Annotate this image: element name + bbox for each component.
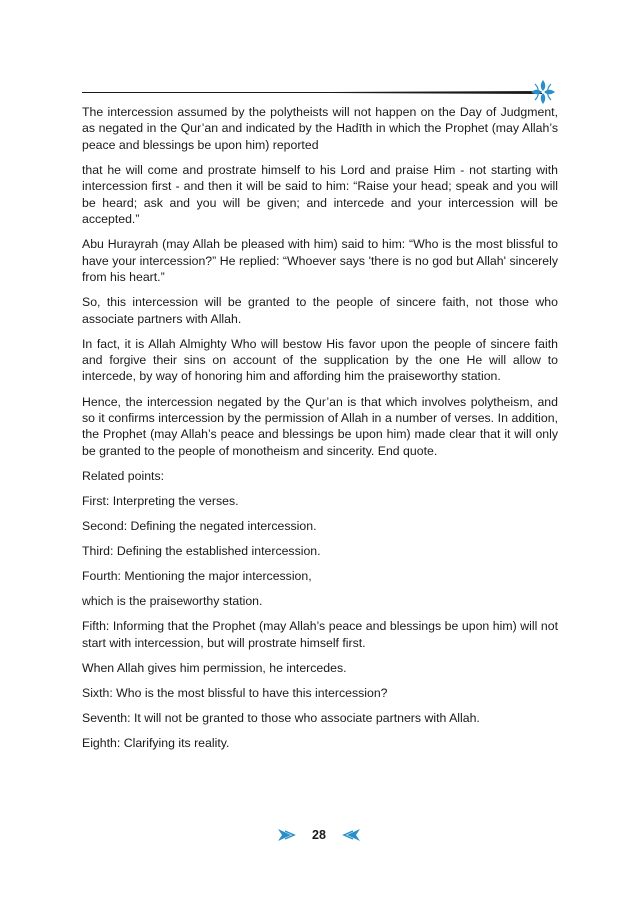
point-fifth-continued: When Allah gives him permission, he intercedes. [82,660,347,675]
paragraph-intercession-polytheists: The intercession assumed by the polytheists will not happen on the Day of Judgment, as negated in the Qur’an and indicated by the Hadīth in which the Prophet (may Allah’s peace and blessings be upon him) reported [82,105,558,152]
arrow-right-icon [276,827,298,843]
paragraph-abu-hurayrah: Abu Hurayrah (may Allah be pleased with him) said to him: “Who is the most blissful to have your intercession?” He replied: “Whoever says 'there is no god but Allah' sincerely from his heart.” [82,237,558,285]
point-third: Third: Defining the established intercession. [82,544,321,559]
point-fifth: Fifth: Informing that the Prophet (may Allah’s peace and blessings be upon him) will not start with intercession, but will prostrate himself first. [82,619,558,650]
paragraph-prophet-prostrates: that he will come and prostrate himself to his Lord and praise Him - not starting with intercession first - and then it will be said to him: “Raise your head; speak and you will be heard; ask and you will be given; and intercede and your intercession will be accepted.” [82,162,558,227]
floral-ornament-icon [530,79,556,105]
point-sixth: Sixth: Who is the most blissful to have this intercession? [82,686,388,700]
paragraph-allah-bestows-favor: In fact, it is Allah Almighty Who will bestow His favor upon the people of sincere faith and forgive their sins on account of the supplication by the one He will allow to intercede, by way of honoring him and affording him the praiseworthy station. [82,336,558,384]
paragraph-sincere-faith: So, this intercession will be granted to the people of sincere faith, not those who associate partners with Allah. [82,295,558,326]
paragraph-intercession-negated: Hence, the intercession negated by the Qur’an is that which involves polytheism, and so it confirms intercession by the permission of Allah in a number of verses. In addition, the Prophet (may Allah’s peace and blessings be upon him) made clear that it will only be granted to the people of monotheism and sincerity. End quote. [82,394,558,458]
related-points-heading: Related points: [82,468,165,483]
page-footer [0,827,638,843]
page-body [82,104,558,760]
point-fourth: Fourth: Mentioning the major intercession, [82,569,312,584]
point-seventh: Seventh: It will not be granted to those who associate partners with Allah. [82,711,480,726]
point-second: Second: Defining the negated intercession. [82,519,317,534]
point-first: First: Interpreting the verses. [82,493,239,508]
point-eighth: Eighth: Clarifying its reality. [82,736,230,751]
point-fourth-continued: which is the praiseworthy station. [82,594,263,609]
arrow-left-icon [340,827,362,843]
page-number: 28 [312,828,326,842]
header-rule [82,92,540,93]
